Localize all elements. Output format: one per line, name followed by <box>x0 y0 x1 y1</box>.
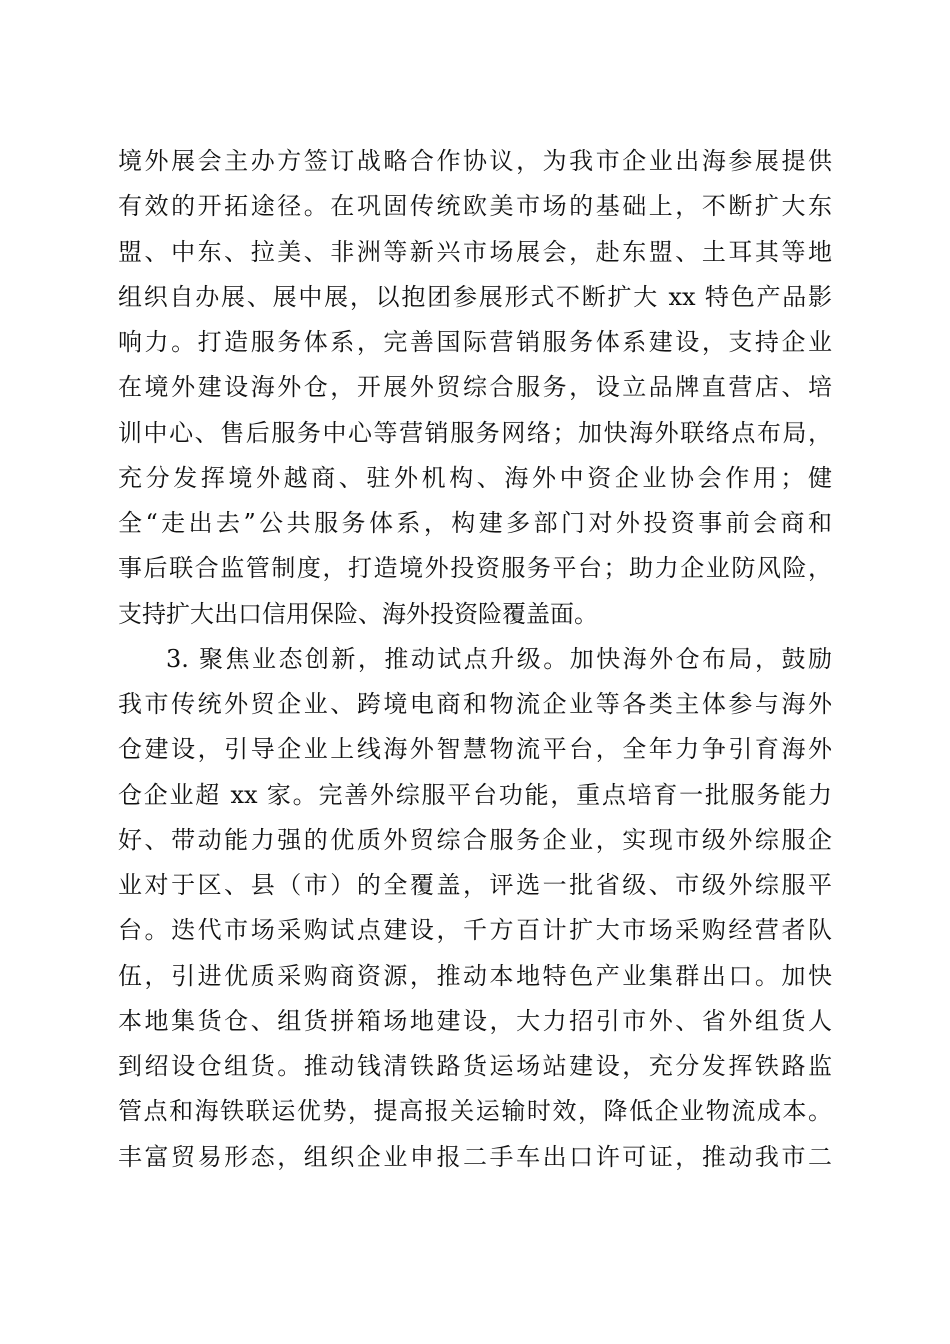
paragraph-1-line: 充分发挥境外越商、驻外机构、海外中资企业协会作用；健 <box>118 463 832 492</box>
paragraph-1-line: 组织自办展、展中展，以抱团参展形式不断扩大 xx 特色产品影 <box>118 282 832 311</box>
paragraph-2-line: 台。迭代市场采购试点建设，千方百计扩大市场采购经营者队 <box>118 916 832 945</box>
paragraph-2-line: 本地集货仓、组货拼箱场地建设，大力招引市外、省外组货人 <box>118 1006 832 1035</box>
paragraph-2-line: 业对于区、县（市）的全覆盖，评选一批省级、市级外综服平 <box>118 871 832 899</box>
paragraph-2-line: 3. 聚焦业态创新，推动试点升级。加快海外仓布局，鼓励 <box>166 644 832 673</box>
paragraph-1-line: 全“走出去”公共服务体系，构建多部门对外投资事前会商和 <box>118 509 832 537</box>
paragraph-1-line: 支持扩大出口信用保险、海外投资险覆盖面。 <box>118 599 598 628</box>
paragraph-1-line: 在境外建设海外仓，开展外贸综合服务，设立品牌直营店、培 <box>118 373 832 402</box>
paragraph-2 <box>118 637 832 1180</box>
paragraph-2-line: 仓建设，引导企业上线海外智慧物流平台，全年力争引育海外 <box>118 735 832 764</box>
paragraph-2-line: 丰富贸易形态，组织企业申报二手车出口许可证，推动我市二 <box>118 1142 832 1171</box>
paragraph-1-line: 盟、中东、拉美、非洲等新兴市场展会，赴东盟、土耳其等地 <box>118 237 832 266</box>
paragraph-2-line: 我市传统外贸企业、跨境电商和物流企业等各类主体参与海外 <box>118 690 832 718</box>
document-body <box>118 139 832 1180</box>
paragraph-1-line: 响力。打造服务体系，完善国际营销服务体系建设，支持企业 <box>118 328 832 356</box>
paragraph-2-line: 仓企业超 xx 家。完善外综服平台功能，重点培育一批服务能力 <box>118 780 832 809</box>
paragraph-2-line: 到绍设仓组货。推动钱清铁路货运场站建设，充分发挥铁路监 <box>118 1052 832 1080</box>
paragraph-1-line: 事后联合监管制度，打造境外投资服务平台；助力企业防风险， <box>118 554 832 583</box>
paragraph-1-line: 训中心、售后服务中心等营销服务网络；加快海外联络点布局， <box>118 418 832 447</box>
paragraph-1-line: 有效的开拓途径。在巩固传统欧美市场的基础上，不断扩大东 <box>118 192 832 221</box>
paragraph-1-line: 境外展会主办方签订战略合作协议，为我市企业出海参展提供 <box>118 147 832 175</box>
paragraph-1 <box>118 139 832 637</box>
paragraph-2-line: 管点和海铁联运优势，提高报关运输时效，降低企业物流成本。 <box>118 1097 832 1126</box>
paragraph-2-line: 好、带动能力强的优质外贸综合服务企业，实现市级外综服企 <box>118 825 832 854</box>
paragraph-2-line: 伍，引进优质采购商资源，推动本地特色产业集群出口。加快 <box>118 961 832 990</box>
